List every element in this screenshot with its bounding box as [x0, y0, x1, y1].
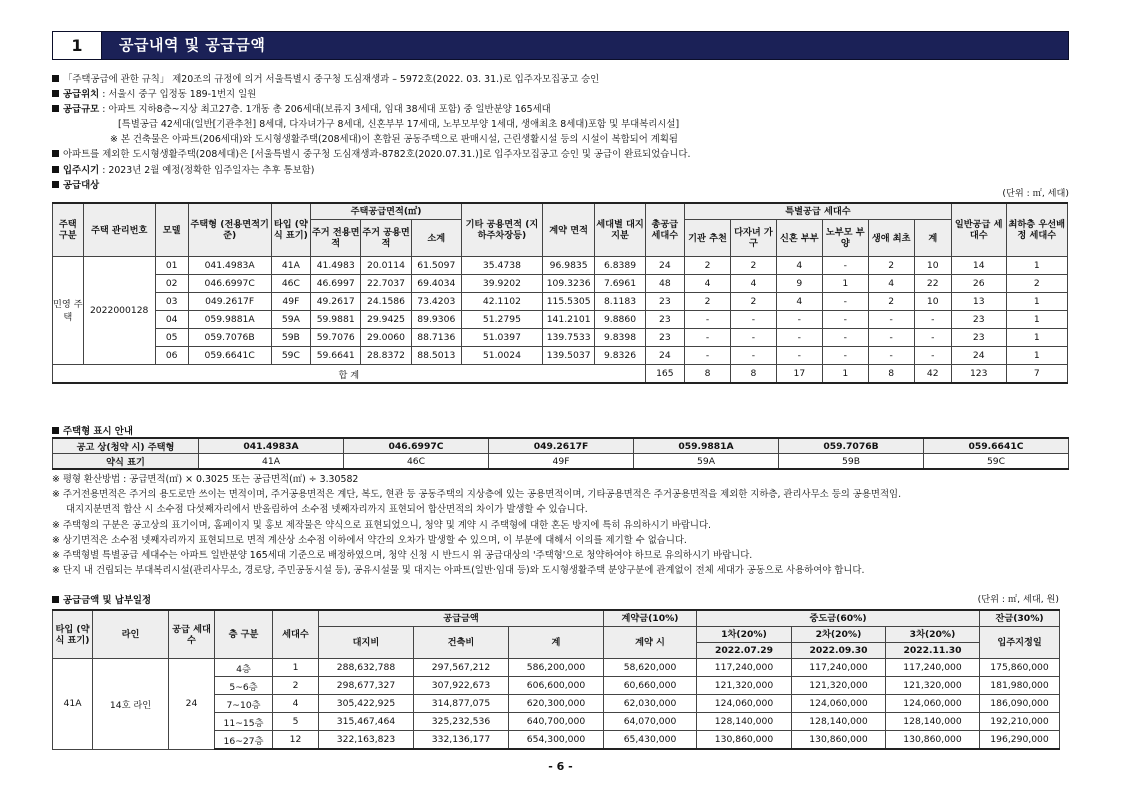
header-special: 특별공급 세대수: [685, 203, 952, 220]
cell: 06: [155, 347, 188, 365]
cell: 1: [1006, 329, 1067, 347]
cell: 11~15층: [215, 713, 273, 731]
cell: 128,140,000: [886, 713, 980, 731]
cell: 62,030,000: [604, 695, 697, 713]
cell: -: [868, 347, 914, 365]
type-guide-label: 주택형 표시 안내: [52, 423, 133, 437]
cell: 128,140,000: [697, 713, 792, 731]
cell: 20.0114: [361, 257, 411, 275]
cell: 2: [730, 257, 776, 275]
table-row: [53, 275, 1068, 293]
cell: 22: [914, 275, 951, 293]
header-newlywed: 신혼 부부: [776, 220, 822, 257]
cell: 124,060,000: [886, 695, 980, 713]
cell: 23: [645, 293, 684, 311]
cell: 16~27층: [215, 731, 273, 750]
cell: -: [776, 347, 822, 365]
cell: 23: [951, 311, 1006, 329]
bullet-square-icon: [52, 90, 59, 97]
cell: 2: [685, 293, 731, 311]
cell: 13: [951, 293, 1006, 311]
cell: 04: [155, 311, 188, 329]
cell: 620,300,000: [509, 695, 604, 713]
header-house-type: 주택형 (전용면적기준): [188, 203, 271, 257]
cell: 305,422,925: [319, 695, 414, 713]
cell: 4: [273, 695, 319, 713]
note-line: ※ 평형 환산방법 : 공급면적(㎡) × 0.3025 또는 공급면적(㎡) ÷ 3.30582: [52, 474, 359, 485]
header-price: 공급금액: [319, 610, 604, 627]
cell: 130,860,000: [886, 731, 980, 750]
header-special-total: 계: [914, 220, 951, 257]
cell: -: [822, 293, 868, 311]
cell: 181,980,000: [980, 677, 1060, 695]
cell: 186,090,000: [980, 695, 1060, 713]
cell: 175,860,000: [980, 659, 1060, 677]
header-line: 라인: [93, 610, 169, 659]
price-table-label: 공급금액 및 납부일정: [52, 592, 151, 606]
cell: 59C: [924, 454, 1069, 470]
note-scale-special: [특별공급 42세대(일반[기관추천] 8세대, 다자녀가구 8세대, 신혼부부 17세대, 노부모부양 1세대, 생애최초 8세대)포함 및 부대복리시설]: [118, 119, 680, 131]
section-header: [52, 31, 1069, 60]
cell: 298,677,327: [319, 677, 414, 695]
price-table: [52, 609, 1060, 750]
cell: 322,163,823: [319, 731, 414, 750]
cell: 49.2617: [311, 293, 361, 311]
header-date-2: 2022.09.30: [792, 643, 886, 659]
header-land: 대지비: [319, 627, 414, 659]
totals-label: 합 계: [53, 365, 646, 384]
cell: 46C: [271, 275, 310, 293]
header-land-share: 세대별 대지지분: [595, 203, 645, 257]
cell: 654,300,000: [509, 731, 604, 750]
cell: 46C: [344, 454, 489, 470]
cell: 42: [914, 365, 951, 384]
header-type-abbr: 타입 (약식 표기): [271, 203, 310, 257]
header-total-units: 총공급 세대수: [645, 203, 684, 257]
cell: 10: [914, 257, 951, 275]
cell: -: [914, 347, 951, 365]
bullet-square-icon: [52, 75, 59, 82]
header-mgmt-no: 주택 관리번호: [83, 203, 155, 257]
cell: 325,232,536: [414, 713, 509, 731]
header-m3: 3차(20%): [886, 627, 980, 643]
cell: 059.9881A: [188, 311, 271, 329]
cell: 117,240,000: [697, 659, 792, 677]
cell: 59A: [634, 454, 779, 470]
cell: 5: [273, 713, 319, 731]
note-line: ※ 주택형별 특별공급 세대수는 아파트 일반분양 165세대 기준으로 배정하였으며, 청약 신청 시 반드시 위 공급대상의 '주택형'으로 청약하여야 하므로 유의하시기 바랍니다.: [52, 550, 753, 562]
cell: 1: [822, 275, 868, 293]
cell: 49F: [489, 454, 634, 470]
cell: 9.8326: [595, 347, 645, 365]
cell: 041.4983A: [188, 257, 271, 275]
section-title: 공급내역 및 공급금액: [119, 36, 266, 54]
note-location: 공급위치 : 서울시 중구 입정동 189-1번지 일원: [52, 87, 1072, 102]
cell: 130,860,000: [697, 731, 792, 750]
cell: 165: [645, 365, 684, 384]
header-type-div: 주택 구분: [53, 203, 84, 257]
note-scale-building: ※ 본 건축물은 아파트(206세대)와 도시형생활주택(208세대)이 혼합된 공동주택으로 판매시설, 근린생활시설 등의 시설이 복합되어 계획됨: [110, 134, 678, 146]
note-urban-housing: 아파트를 제외한 도시형생활주택(208세대)은 [서울특별시 중구청 도심재생과-8782호(2020.07.31.)]로 입주자모집공고 승인 및 공급이 완료되었습니다.: [52, 147, 1072, 162]
cell: 49F: [271, 293, 310, 311]
cell: 24: [645, 257, 684, 275]
cell: 10: [914, 293, 951, 311]
cell: 332,136,177: [414, 731, 509, 750]
cell: 4: [776, 257, 822, 275]
cell: 109.3236: [542, 275, 594, 293]
cell: 05: [155, 329, 188, 347]
cell: 314,877,075: [414, 695, 509, 713]
table-row: [53, 329, 1068, 347]
cell: 2: [685, 257, 731, 275]
supply-notes: [52, 72, 1072, 193]
header-sum: 계: [509, 627, 604, 659]
cell: 23: [951, 329, 1006, 347]
cell: -: [776, 329, 822, 347]
cell: 1: [1006, 293, 1067, 311]
header-balance: 잔금(30%): [980, 610, 1060, 627]
cell: -: [868, 311, 914, 329]
cell: 046.6997C: [344, 438, 489, 454]
cell: 65,430,000: [604, 731, 697, 750]
cell: 8.1183: [595, 293, 645, 311]
cell: 5~6층: [215, 677, 273, 695]
header-units: 세대수: [273, 610, 319, 659]
cell: 39.9202: [461, 275, 542, 293]
note-line: ※ 주택형의 구분은 공고상의 표기이며, 홈페이지 및 홍보 제작물은 약식으로 표현되었으니, 청약 및 계약 시 주택형에 대한 혼돈 방지에 특히 유의하시기 바랍니다.: [52, 519, 711, 531]
header-date-1: 2022.07.29: [697, 643, 792, 659]
cell: -: [730, 347, 776, 365]
area-notes: [52, 472, 1082, 578]
cell: 7.6961: [595, 275, 645, 293]
cell: 7~10층: [215, 695, 273, 713]
cell: 88.7136: [411, 329, 461, 347]
cell: 059.6641C: [188, 347, 271, 365]
cell: 297,567,212: [414, 659, 509, 677]
note-line: ※ 상기면적은 소수점 넷째자리까지 표현되므로 면적 계산상 소수점 이하에서 약간의 오차가 발생할 수 있으며, 이 부분에 대해서 이의를 제기할 수 없습니다.: [52, 534, 687, 546]
type-guide-table: [52, 437, 1069, 470]
bullet-square-icon: [52, 181, 59, 188]
cell: 4: [776, 293, 822, 311]
header-elderly: 노부모 부양: [822, 220, 868, 257]
cell: 59.6641: [311, 347, 361, 365]
cell: 59B: [271, 329, 310, 347]
cell: -: [822, 329, 868, 347]
cell: -: [822, 257, 868, 275]
header-multichild: 다자녀 가구: [730, 220, 776, 257]
cell: 139.7533: [542, 329, 594, 347]
header-floor: 층 구분: [215, 610, 273, 659]
cell: 03: [155, 293, 188, 311]
cell: 41.4983: [311, 257, 361, 275]
cell: 2: [273, 677, 319, 695]
cell: 88.5013: [411, 347, 461, 365]
cell: 2: [1006, 275, 1067, 293]
cell: 640,700,000: [509, 713, 604, 731]
cell: 9.8860: [595, 311, 645, 329]
price-unit-label: (단위 : ㎡, 세대, 원): [977, 594, 1059, 605]
header-supply-area: 주택공급면적(㎡): [311, 203, 462, 220]
table-row: [53, 659, 1060, 677]
cell: 42.1102: [461, 293, 542, 311]
cell: 59.7076: [311, 329, 361, 347]
bullet-square-icon: [52, 166, 59, 173]
table-row: [53, 347, 1068, 365]
cell: 4: [730, 275, 776, 293]
cell: -: [914, 311, 951, 329]
table-row: [53, 438, 1069, 454]
cell: 117,240,000: [792, 659, 886, 677]
cell: 2: [868, 257, 914, 275]
cell: 59C: [271, 347, 310, 365]
cell: 35.4738: [461, 257, 542, 275]
header-type: 타입 (약식 표기): [53, 610, 93, 659]
cell: -: [868, 329, 914, 347]
cell: 17: [776, 365, 822, 384]
totals-row: [53, 365, 1068, 384]
cell: 24.1586: [361, 293, 411, 311]
header-common-area: 주거 공용면적: [361, 220, 411, 257]
cell: -: [685, 329, 731, 347]
cell: 049.2617F: [188, 293, 271, 311]
cell: 26: [951, 275, 1006, 293]
supply-unit-label: (단위 : ㎡, 세대): [1002, 188, 1069, 199]
row-label: 공고 상(청약 시) 주택형: [53, 438, 199, 454]
cell: 6.8389: [595, 257, 645, 275]
section-number: 1: [53, 32, 102, 59]
note-line: 대지지분면적 합산 시 소수점 다섯째자리에서 반올림하여 소수점 넷째자리까지 표현되어 합산면적의 차이가 발생할 수 있습니다.: [66, 504, 588, 516]
cell: 288,632,788: [319, 659, 414, 677]
header-model: 모델: [155, 203, 188, 257]
mgmt-no-cell: 2022000128: [83, 257, 155, 365]
page-number: - 6 -: [548, 760, 573, 773]
line-cell: 14호 라인: [93, 659, 169, 750]
cell: 59A: [271, 311, 310, 329]
bullet-square-icon: [52, 105, 59, 112]
cell: 51.0024: [461, 347, 542, 365]
cell: 59.9881: [311, 311, 361, 329]
cell: -: [914, 329, 951, 347]
header-contract-area: 계약 면적: [542, 203, 594, 257]
cell: 1: [1006, 311, 1067, 329]
cell: 059.6641C: [924, 438, 1069, 454]
cell: 130,860,000: [792, 731, 886, 750]
note-target: 공급대상: [52, 178, 1072, 193]
header-building: 건축비: [414, 627, 509, 659]
type-cell: 41A: [53, 659, 93, 750]
header-first-life: 생애 최초: [868, 220, 914, 257]
cell: 01: [155, 257, 188, 275]
cell: 73.4203: [411, 293, 461, 311]
header-general: 일반공급 세대수: [951, 203, 1006, 257]
cell: 124,060,000: [697, 695, 792, 713]
header-m2: 2차(20%): [792, 627, 886, 643]
cell: 48: [645, 275, 684, 293]
header-supply-units: 공급 세대수: [169, 610, 215, 659]
cell: 141.2101: [542, 311, 594, 329]
header-date-3: 2022.11.30: [886, 643, 980, 659]
cell: 9: [776, 275, 822, 293]
cell: 51.0397: [461, 329, 542, 347]
cell: 64,070,000: [604, 713, 697, 731]
header-middle: 중도금(60%): [697, 610, 980, 627]
note-move-in: 입주시기 : 2023년 2월 예정(정확한 입주일자는 추후 통보함): [52, 163, 1072, 178]
cell: 4: [868, 275, 914, 293]
header-m1: 1차(20%): [697, 627, 792, 643]
cell: 4: [685, 275, 731, 293]
cell: 22.7037: [361, 275, 411, 293]
cell: 28.8372: [361, 347, 411, 365]
cell: 29.9425: [361, 311, 411, 329]
cell: 61.5097: [411, 257, 461, 275]
cell: 307,922,673: [414, 677, 509, 695]
cell: 059.7076B: [188, 329, 271, 347]
bullet-square-icon: [52, 150, 59, 157]
row-label: 약식 표기: [53, 454, 199, 470]
cell: -: [776, 311, 822, 329]
table-row: [53, 311, 1068, 329]
cell: 128,140,000: [792, 713, 886, 731]
header-subtotal: 소계: [411, 220, 461, 257]
cell: 2: [730, 293, 776, 311]
table-row: [53, 257, 1068, 275]
header-institution: 기관 추천: [685, 220, 731, 257]
cell: 059.9881A: [634, 438, 779, 454]
cell: 59B: [779, 454, 924, 470]
cell: 58,620,000: [604, 659, 697, 677]
cell: 586,200,000: [509, 659, 604, 677]
cell: 9.8398: [595, 329, 645, 347]
cell: 049.2617F: [489, 438, 634, 454]
cell: 69.4034: [411, 275, 461, 293]
cell: -: [730, 311, 776, 329]
header-on-contract: 계약 시: [604, 627, 697, 659]
header-min-priority: 최하층 우선배정 세대수: [1006, 203, 1067, 257]
table-row: [53, 293, 1068, 311]
cell: 41A: [199, 454, 344, 470]
cell: 8: [868, 365, 914, 384]
cell: 60,660,000: [604, 677, 697, 695]
note-line: ※ 단지 내 건립되는 부대복리시설(관리사무소, 경로당, 주민공동시설 등), 공유시설물 및 대지는 아파트(일반·임대 등)와 도시형생활주택 분양구분에 관계없이 전체 세대가 공동으로 사용하여야 합니다.: [52, 565, 865, 577]
note-scale: 공급규모 : 아파트 지하8층~지상 최고27층. 1개동 총 206세대(보류지 3세대, 임대 38세대 포함) 중 일반분양 165세대: [52, 102, 1072, 117]
header-private-area: 주거 전용면적: [311, 220, 361, 257]
cell: 46.6997: [311, 275, 361, 293]
header-other-common: 기타 공용면적 (지하주차장등): [461, 203, 542, 257]
bullet-square-icon: [52, 427, 59, 434]
supply-units-cell: 24: [169, 659, 215, 750]
cell: 96.9835: [542, 257, 594, 275]
housing-div-cell: 민영 주택: [53, 257, 84, 365]
cell: 12: [273, 731, 319, 750]
cell: 124,060,000: [792, 695, 886, 713]
cell: 115.5305: [542, 293, 594, 311]
bullet-square-icon: [52, 596, 59, 603]
header-movein: 입주지정일: [980, 627, 1060, 659]
cell: 192,210,000: [980, 713, 1060, 731]
cell: 4층: [215, 659, 273, 677]
cell: 02: [155, 275, 188, 293]
cell: 51.2795: [461, 311, 542, 329]
note-line: ※ 주거전용면적은 주거의 용도로만 쓰이는 면적이며, 주거공용면적은 계단, 복도, 현관 등 공동주택의 지상층에 있는 공용면적이며, 기타공용면적은 주거공용면적을 제외한 지하층, 관리사무소 등의 공용면적임.: [52, 489, 902, 501]
cell: 121,320,000: [886, 677, 980, 695]
cell: 046.6997C: [188, 275, 271, 293]
cell: -: [730, 329, 776, 347]
cell: -: [685, 311, 731, 329]
cell: 041.4983A: [199, 438, 344, 454]
cell: 1: [1006, 347, 1067, 365]
cell: -: [822, 311, 868, 329]
note-approval: 「주택공급에 관한 규칙」 제20조의 규정에 의거 서울특별시 중구청 도심재생과 – 5972호(2022. 03. 31.)로 입주자모집공고 승인: [52, 72, 1072, 87]
cell: 24: [951, 347, 1006, 365]
cell: 315,467,464: [319, 713, 414, 731]
cell: 89.9306: [411, 311, 461, 329]
cell: 2: [868, 293, 914, 311]
cell: 7: [1006, 365, 1067, 384]
cell: -: [822, 347, 868, 365]
table-row: [53, 454, 1069, 470]
cell: 8: [730, 365, 776, 384]
cell: 117,240,000: [886, 659, 980, 677]
cell: -: [685, 347, 731, 365]
cell: 121,320,000: [697, 677, 792, 695]
cell: 23: [645, 329, 684, 347]
cell: 606,600,000: [509, 677, 604, 695]
cell: 1: [822, 365, 868, 384]
cell: 123: [951, 365, 1006, 384]
cell: 196,290,000: [980, 731, 1060, 750]
cell: 1: [1006, 257, 1067, 275]
cell: 8: [685, 365, 731, 384]
cell: 41A: [271, 257, 310, 275]
cell: 24: [645, 347, 684, 365]
header-deposit: 계약금(10%): [604, 610, 697, 627]
supply-table: [52, 202, 1068, 384]
cell: 121,320,000: [792, 677, 886, 695]
cell: 1: [273, 659, 319, 677]
cell: 29.0060: [361, 329, 411, 347]
cell: 059.7076B: [779, 438, 924, 454]
cell: 23: [645, 311, 684, 329]
cell: 14: [951, 257, 1006, 275]
cell: 139.5037: [542, 347, 594, 365]
